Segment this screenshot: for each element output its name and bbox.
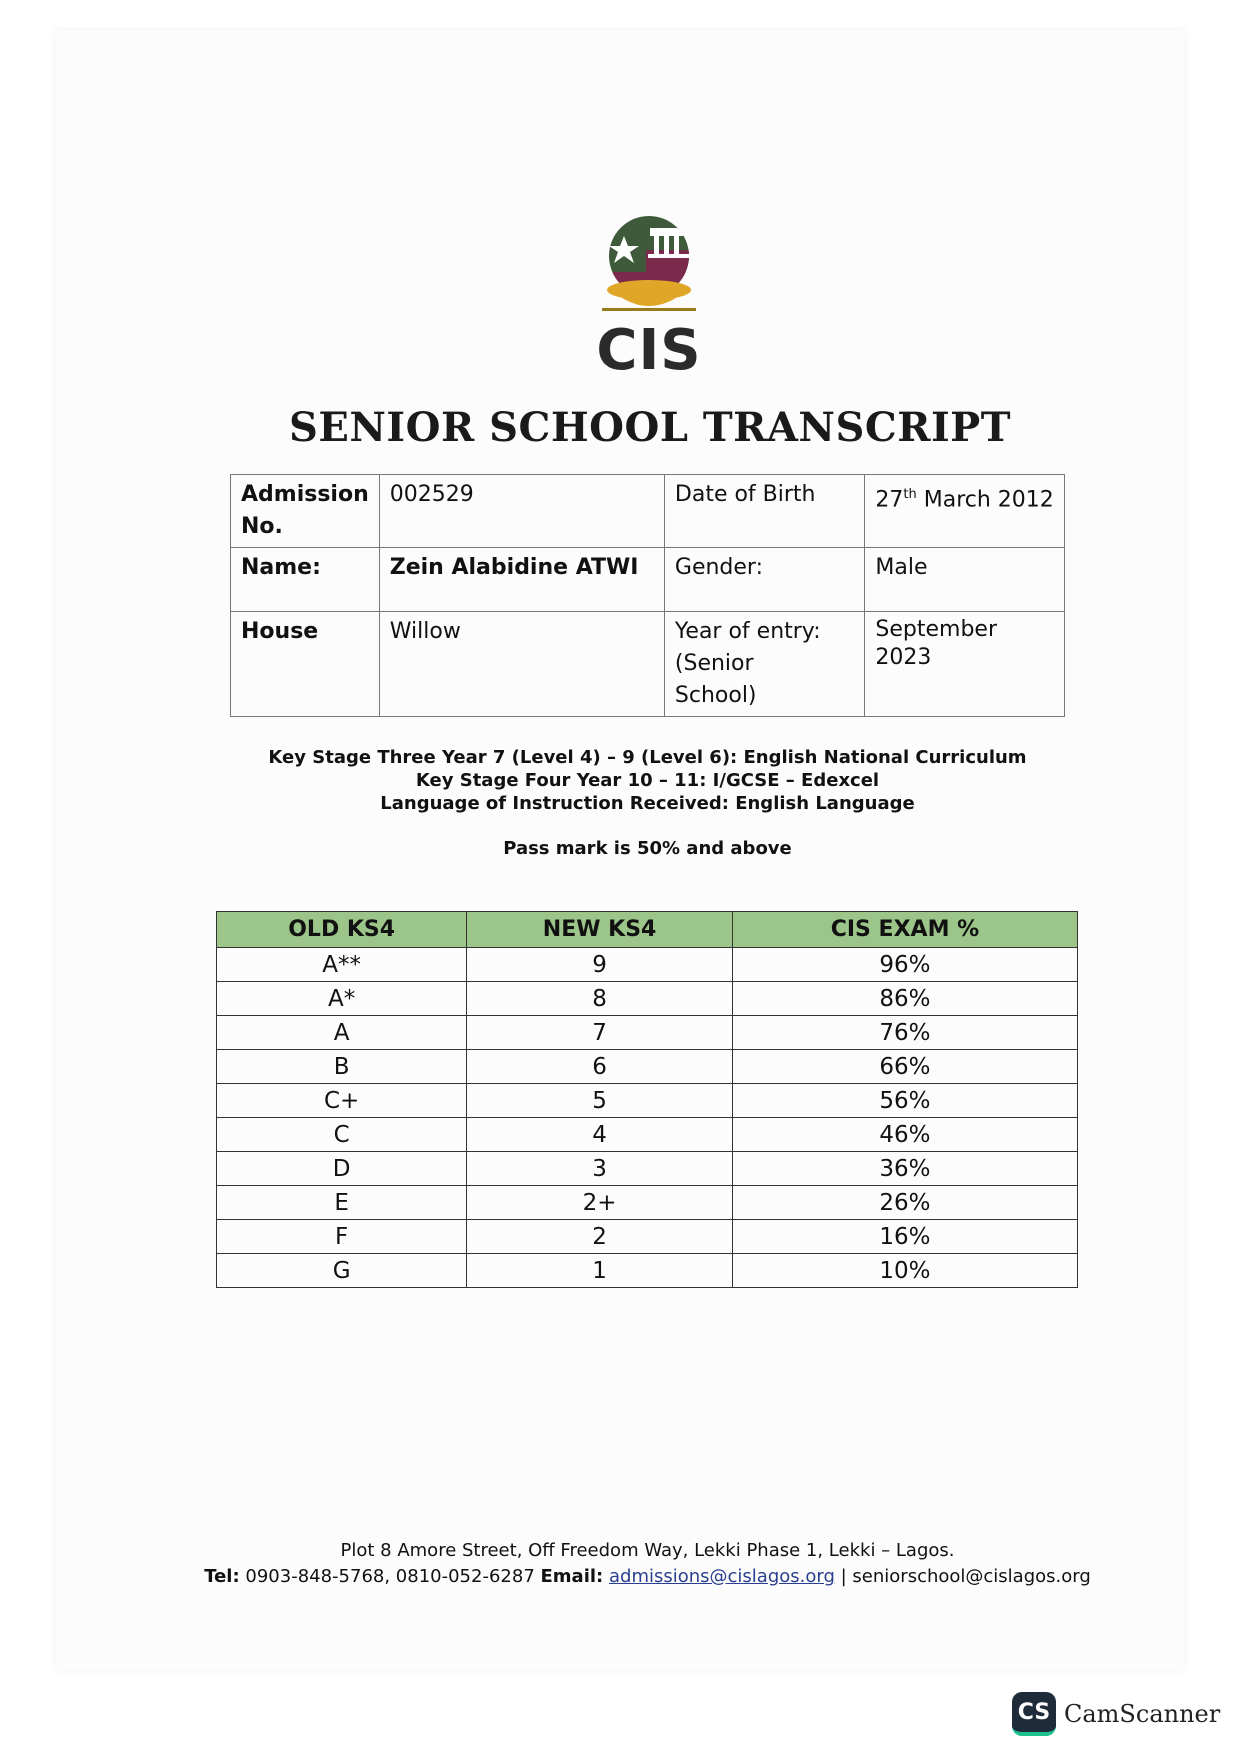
gender-value: Male	[865, 548, 1065, 612]
dob-suffix: th	[903, 487, 917, 502]
new-ks4-cell: 6	[467, 1050, 733, 1084]
curriculum-line: Key Stage Four Year 10 – 11: I/GCSE – Edexcel	[415, 770, 880, 791]
cis-exam-cell: 10%	[732, 1254, 1077, 1288]
new-ks4-cell: 3	[467, 1152, 733, 1186]
entry-label-line: (Senior	[674, 651, 754, 676]
table-header-row	[217, 912, 1078, 948]
name-value: Zein Alabidine ATWI	[379, 548, 664, 612]
old-ks4-cell: G	[217, 1254, 467, 1288]
entry-value-line: 2023	[875, 645, 932, 670]
cis-exam-cell: 96%	[732, 948, 1077, 982]
old-ks4-cell: D	[217, 1152, 467, 1186]
footer-address: Plot 8 Amore Street, Off Freedom Way, Lekki Phase 1, Lekki – Lagos.	[340, 1540, 955, 1561]
email-separator: |	[834, 1566, 853, 1587]
pass-mark-note: Pass mark is 50% and above	[503, 838, 792, 859]
curriculum-line: Language of Instruction Received: English Language	[380, 793, 915, 814]
house-value: Willow	[379, 612, 664, 717]
new-ks4-cell: 1	[467, 1254, 733, 1288]
old-ks4-cell: F	[217, 1220, 467, 1254]
dob-label: Date of Birth	[664, 475, 865, 548]
cis-exam-cell: 36%	[732, 1152, 1077, 1186]
old-ks4-cell: A*	[217, 982, 467, 1016]
student-info-table	[230, 474, 1065, 717]
old-ks4-cell: C+	[217, 1084, 467, 1118]
dob-day: 27	[875, 487, 904, 513]
entry-label	[664, 612, 865, 717]
new-ks4-cell: 8	[467, 982, 733, 1016]
entry-label-line: Year of entry:	[674, 619, 821, 644]
table-row	[217, 1050, 1078, 1084]
table-row	[217, 1186, 1078, 1220]
camscanner-logo-icon: CS	[1012, 1692, 1056, 1736]
new-ks4-cell: 5	[467, 1084, 733, 1118]
table-row	[217, 948, 1078, 982]
cis-exam-cell: 16%	[732, 1220, 1077, 1254]
dob-value	[865, 475, 1065, 548]
admissions-email-link[interactable]: admissions@cislagos.org	[608, 1566, 835, 1587]
admission-label: Admission No.	[231, 475, 380, 548]
new-ks4-cell: 2	[467, 1220, 733, 1254]
old-ks4-cell: E	[217, 1186, 467, 1220]
dob-month-year: March 2012	[916, 487, 1054, 513]
seniorschool-email: seniorschool@cislagos.org	[852, 1566, 1091, 1587]
footer-contact	[0, 1538, 1240, 1590]
table-row	[217, 1220, 1078, 1254]
cis-exam-cell: 46%	[732, 1118, 1077, 1152]
house-label: House	[231, 612, 380, 717]
column-header: NEW KS4	[467, 912, 733, 948]
table-row	[217, 1084, 1078, 1118]
old-ks4-cell: B	[217, 1050, 467, 1084]
admission-value: 002529	[379, 475, 664, 548]
cis-exam-cell: 26%	[732, 1186, 1077, 1220]
cis-exam-cell: 86%	[732, 982, 1077, 1016]
table-row	[231, 612, 1065, 717]
new-ks4-cell: 4	[467, 1118, 733, 1152]
curriculum-info	[0, 746, 1240, 815]
page-title: SENIOR SCHOOL TRANSCRIPT	[288, 404, 1012, 451]
tel-value: 0903-848-5768, 0810-052-6287	[239, 1566, 541, 1587]
curriculum-line: Key Stage Three Year 7 (Level 4) – 9 (Level 6): English National Curriculum	[268, 747, 1027, 768]
gender-label: Gender:	[664, 548, 865, 612]
tel-label: Tel:	[204, 1566, 240, 1587]
entry-value	[865, 612, 1065, 717]
camscanner-name: CamScanner	[1064, 1700, 1221, 1728]
new-ks4-cell: 9	[467, 948, 733, 982]
school-crest-icon	[584, 214, 714, 318]
camscanner-watermark	[1012, 1690, 1220, 1738]
cis-exam-cell: 66%	[732, 1050, 1077, 1084]
table-row	[217, 1152, 1078, 1186]
table-row	[217, 982, 1078, 1016]
cis-exam-cell: 56%	[732, 1084, 1077, 1118]
entry-label-line: School)	[674, 683, 757, 708]
old-ks4-cell: C	[217, 1118, 467, 1152]
email-label: Email:	[540, 1566, 604, 1587]
table-row	[217, 1254, 1078, 1288]
name-label: Name:	[231, 548, 380, 612]
old-ks4-cell: A**	[217, 948, 467, 982]
table-row	[217, 1016, 1078, 1050]
entry-value-line: September	[875, 617, 998, 642]
table-row	[231, 475, 1065, 548]
footer-contact-line	[0, 1564, 1240, 1590]
table-row	[231, 548, 1065, 612]
column-header: CIS EXAM %	[732, 912, 1077, 948]
column-header: OLD KS4	[217, 912, 467, 948]
new-ks4-cell: 2+	[467, 1186, 733, 1220]
old-ks4-cell: A	[217, 1016, 467, 1050]
new-ks4-cell: 7	[467, 1016, 733, 1050]
cis-exam-cell: 76%	[732, 1016, 1077, 1050]
grade-conversion-table	[216, 911, 1078, 1288]
logo-wordmark: CIS	[596, 318, 702, 383]
school-logo	[584, 214, 714, 392]
table-row	[217, 1118, 1078, 1152]
